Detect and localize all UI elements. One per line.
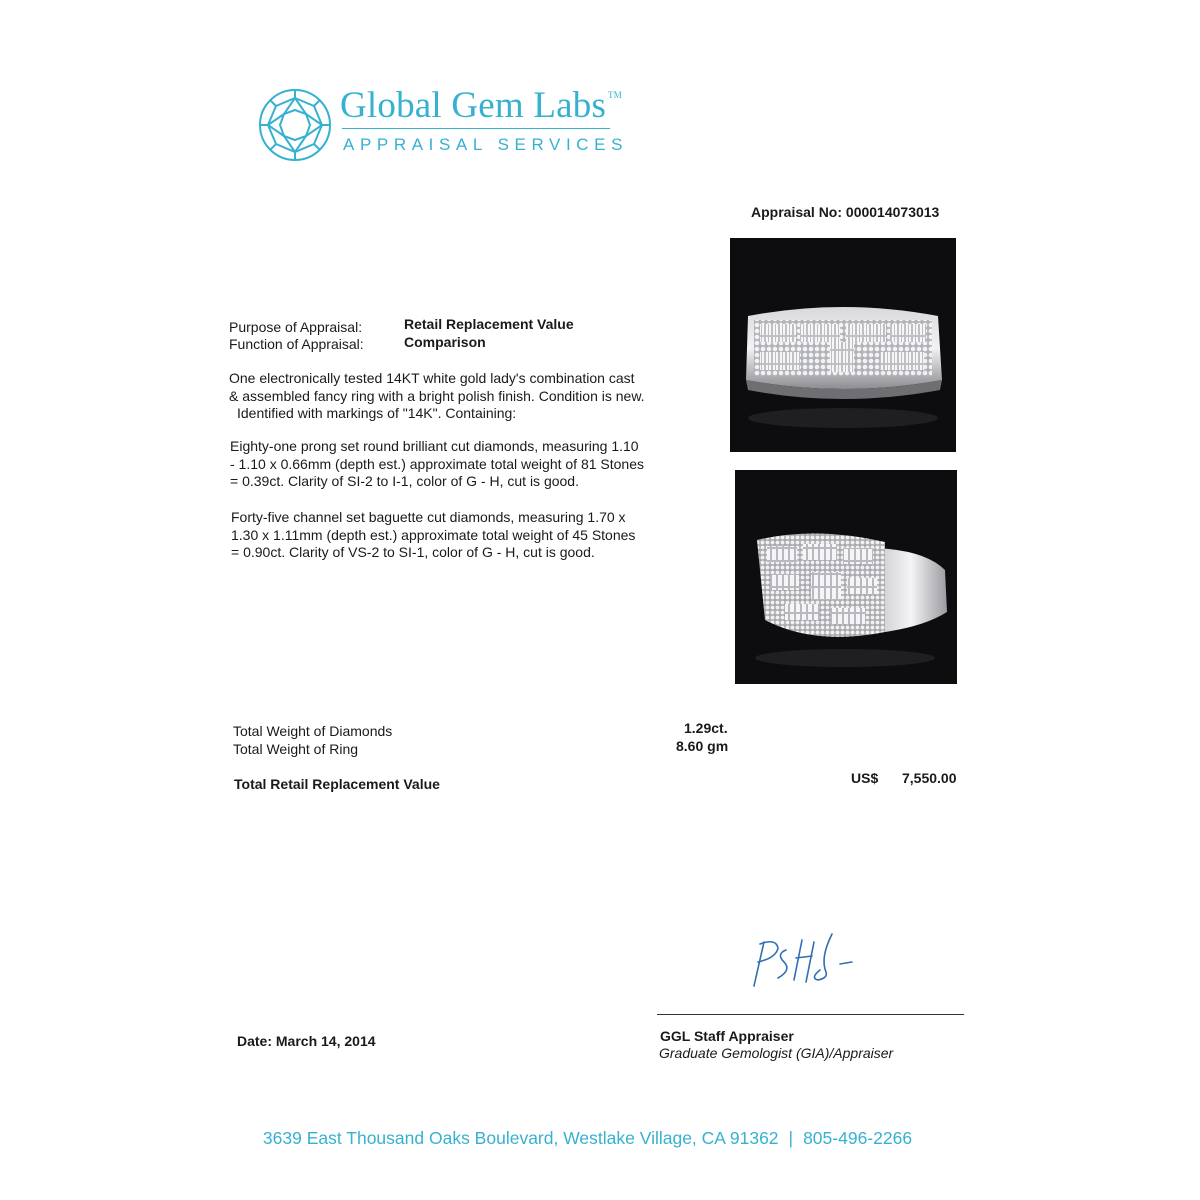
total-retail-value-amount: 7,550.00 [902, 770, 957, 786]
ring-front-photo [730, 238, 956, 452]
currency-label: US$ [851, 770, 879, 786]
appraisal-date: Date: March 14, 2014 [237, 1033, 376, 1049]
description-line: One electronically tested 14KT white gold lady's combination cast [229, 370, 635, 386]
footer-address: 3639 East Thousand Oaks Boulevard, Westlake Village, CA 91362 [262, 1128, 779, 1148]
baguette-diamonds-line: 1.30 x 1.11mm (depth est.) approximate total weight of 45 Stones [231, 526, 636, 543]
total-weight-ring-label: Total Weight of Ring [233, 741, 359, 757]
trademark-mark: TM [608, 90, 622, 100]
brand-subtitle: APPRAISAL SERVICES [343, 135, 629, 154]
round-diamonds-line: Eighty-one prong set round brilliant cut diamonds, measuring 1.10 [230, 438, 639, 454]
appraiser-name: GGL Staff Appraiser [660, 1028, 794, 1044]
baguette-diamonds-line: = 0.90ct. Clarity of VS-2 to SI-1, color of G - H, cut is good. [231, 544, 595, 560]
ring-side-photo [735, 470, 957, 684]
total-retail-value-label: Total Retail Replacement Value [234, 776, 440, 792]
function-value: Comparison [404, 334, 486, 350]
purpose-label: Purpose of Appraisal: [229, 319, 363, 335]
ring-front-image [730, 238, 956, 452]
appraisal-number-label: Appraisal No: [751, 204, 843, 220]
footer-separator: | [788, 1128, 794, 1148]
brand-name-text: Global Gem Labs [340, 85, 607, 126]
brand-name [340, 84, 622, 127]
description-line: Identified with markings of "14K". Containing: [237, 405, 517, 421]
appraiser-signature [740, 928, 870, 992]
ring-side-image [735, 470, 957, 684]
round-diamonds-line: - 1.10 x 0.66mm (depth est.) approximate total weight of 81 Stones [230, 455, 644, 472]
round-diamonds-description [230, 438, 690, 491]
footer-contact [0, 1128, 1175, 1149]
round-diamonds-line: = 0.39ct. Clarity of SI-2 to I-1, color of G - H, cut is good. [230, 473, 579, 489]
appraisal-number [751, 204, 939, 220]
total-weight-diamonds-label: Total Weight of Diamonds [233, 723, 393, 739]
total-weight-ring-value: 8.60 gm [676, 738, 729, 754]
description-line: & assembled fancy ring with a bright polish finish. Condition is new. [229, 387, 645, 404]
appraisal-number-value: 000014073013 [845, 204, 940, 220]
brand-divider [342, 128, 610, 129]
signature-line [657, 1014, 964, 1015]
footer-phone: 805-496-2266 [803, 1128, 913, 1148]
total-weight-diamonds-value: 1.29ct. [684, 720, 728, 736]
baguette-diamonds-description [231, 509, 691, 562]
function-label: Function of Appraisal: [229, 336, 364, 352]
purpose-value: Retail Replacement Value [404, 316, 574, 332]
appraiser-title: Graduate Gemologist (GIA)/Appraiser [659, 1045, 894, 1061]
baguette-diamonds-line: Forty-five channel set baguette cut diamonds, measuring 1.70 x [231, 509, 626, 525]
ring-description [229, 370, 689, 423]
gem-logo-icon [258, 88, 332, 162]
